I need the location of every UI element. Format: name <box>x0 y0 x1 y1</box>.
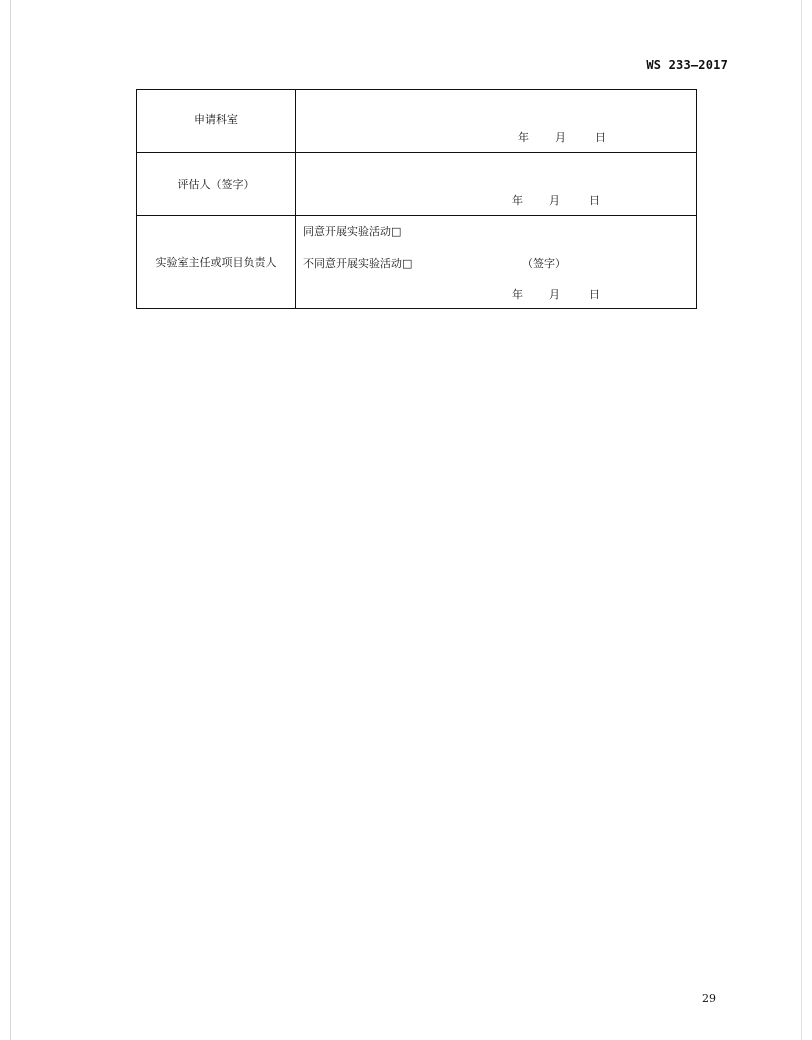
lab-director-label: 实验室主任或项目负责人 <box>155 256 277 269</box>
option-disagree[interactable]: 不同意开展实验活动□ <box>303 257 413 270</box>
label-cell <box>137 90 296 153</box>
date-line <box>512 192 600 208</box>
day-label: 日 <box>595 131 606 144</box>
page-number: 29 <box>702 992 716 1005</box>
day-label: 日 <box>589 194 600 207</box>
standard-code: WS 233—2017 <box>646 58 728 72</box>
day-label: 日 <box>589 288 600 301</box>
applying-department-label: 申请科室 <box>194 113 238 126</box>
value-cell <box>296 90 697 153</box>
month-label: 月 <box>549 288 560 301</box>
table-row-lab-director <box>137 216 697 309</box>
month-label: 月 <box>555 131 566 144</box>
table-row-applying-department <box>137 90 697 153</box>
signature-label: （签字） <box>522 257 566 270</box>
year-label: 年 <box>512 194 523 207</box>
year-label: 年 <box>518 131 529 144</box>
assessor-label: 评估人（签字） <box>177 178 255 191</box>
table-row-assessor <box>137 153 697 216</box>
month-label: 月 <box>549 194 560 207</box>
value-cell <box>296 153 697 216</box>
date-line <box>518 129 606 145</box>
option-agree[interactable]: 同意开展实验活动□ <box>303 225 402 238</box>
label-cell <box>137 216 296 309</box>
value-cell <box>296 216 697 309</box>
approval-form-table <box>136 89 697 309</box>
label-cell <box>137 153 296 216</box>
page-edge-left <box>10 0 11 1040</box>
year-label: 年 <box>512 288 523 301</box>
page-edge-right <box>801 0 802 1040</box>
date-line <box>512 286 600 302</box>
